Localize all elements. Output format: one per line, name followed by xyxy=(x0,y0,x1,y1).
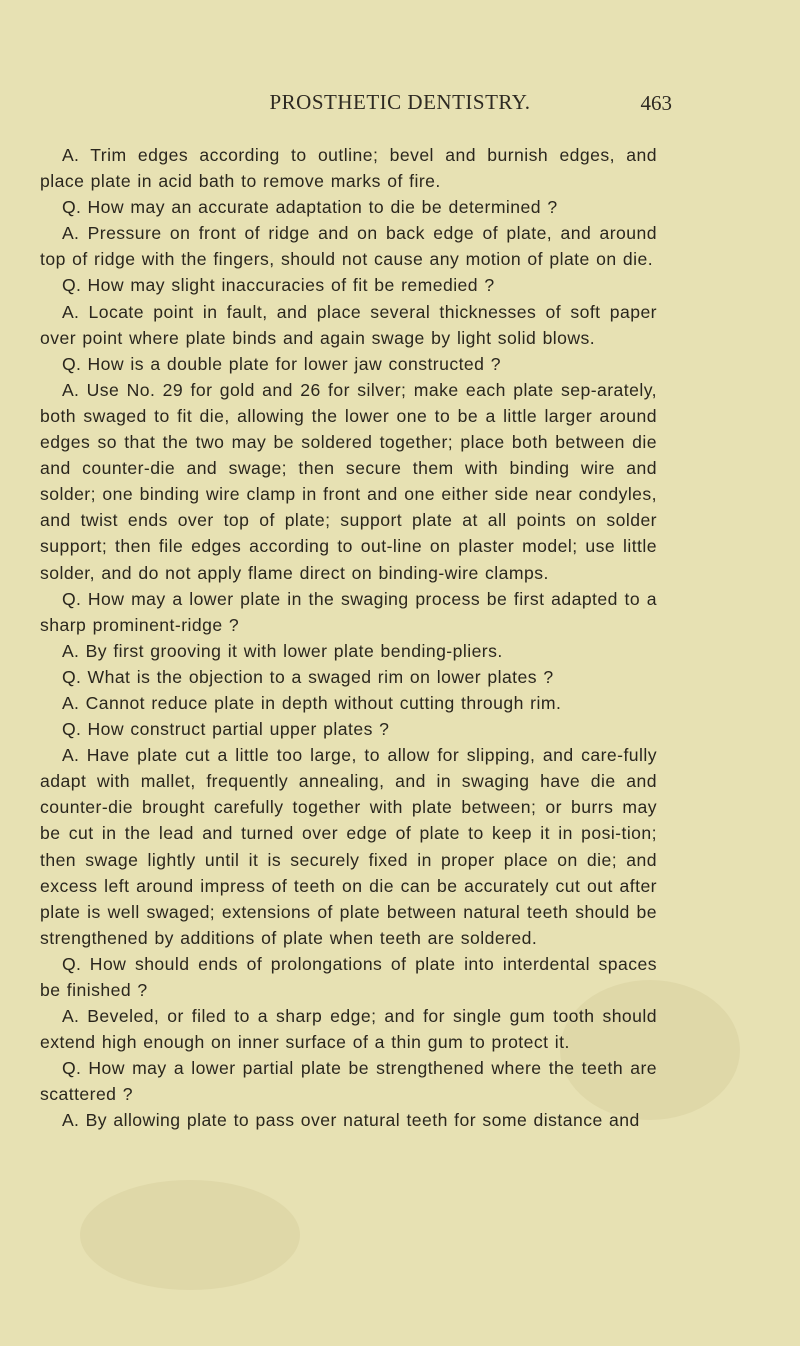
answer-label: A. xyxy=(62,223,80,244)
question-label: Q. xyxy=(62,719,82,740)
answer-text: Locate point in fault, and place several thicknesses of soft paper over point where plate binds and again swage by light solid blows. xyxy=(40,301,657,348)
answer-text: Pressure on front of ridge and on back edge of plate, and around top of ridge with the fingers, should not cause any motion of plate on die. xyxy=(40,223,657,270)
qa-answer-paragraph xyxy=(40,1003,657,1055)
qa-answer-paragraph xyxy=(40,220,657,272)
question-label: Q. xyxy=(62,588,82,609)
qa-answer-paragraph xyxy=(40,742,657,951)
answer-label: A. xyxy=(62,692,80,713)
question-label: Q. xyxy=(62,666,82,687)
question-label: Q. xyxy=(62,275,82,296)
answer-label: A. xyxy=(62,301,80,322)
answer-text: Trim edges according to outline; bevel and burnish edges, and place plate in acid bath to remove marks of fire. xyxy=(40,145,657,192)
answer-label: A. xyxy=(62,1110,80,1131)
question-text: How may slight inaccuracies of fit be remedied ? xyxy=(87,275,495,296)
answer-text: Cannot reduce plate in depth without cutting through rim. xyxy=(85,692,562,713)
question-text: How may a lower partial plate be strengthened where the teeth are scattered ? xyxy=(40,1058,657,1105)
page-header xyxy=(0,90,800,124)
question-text: How should ends of prolongations of plate into interdental spaces be finished ? xyxy=(40,953,657,1000)
answer-text: Have plate cut a little too large, to allow for slipping, and care-fully adapt with mallet, frequently annealing, and in swaging have die and counter-die brought carefully together with plate between; or burrs may be cut in the lead and turned over edge of plate to keep it in posi-tion; then swage lightly until it is securely fixed in proper place on die; and excess left around impress of teeth on die can be accurately cut out after plate is well swaged; extensions of plate between natural teeth should be strengthened by additions of plate when teeth are soldered. xyxy=(40,745,657,948)
qa-answer-paragraph xyxy=(40,299,657,351)
qa-answer-paragraph xyxy=(40,377,657,586)
answer-text: By first grooving it with lower plate bending-pliers. xyxy=(85,640,503,661)
question-label: Q. xyxy=(62,197,82,218)
question-text: What is the objection to a swaged rim on lower plates ? xyxy=(87,666,554,687)
page-number: 463 xyxy=(640,91,672,115)
question-text: How may an accurate adaptation to die be determined ? xyxy=(87,197,558,218)
qa-question-paragraph xyxy=(40,716,657,742)
answer-label: A. xyxy=(62,145,80,165)
answer-text: By allowing plate to pass over natural teeth for some distance and xyxy=(85,1110,640,1131)
qa-body xyxy=(40,142,657,1134)
qa-question-paragraph xyxy=(40,194,657,220)
question-text: How may a lower plate in the swaging process be first adapted to a sharp prominent-ridge ? xyxy=(40,588,657,635)
qa-answer-paragraph xyxy=(40,690,657,716)
qa-question-paragraph xyxy=(40,351,657,377)
qa-answer-paragraph xyxy=(40,638,657,664)
answer-text: Beveled, or filed to a sharp edge; and for single gum tooth should extend high enough on inner surface of a thin gum to protect it. xyxy=(40,1006,657,1053)
question-label: Q. xyxy=(62,1058,82,1079)
answer-label: A. xyxy=(62,640,80,661)
question-text: How construct partial upper plates ? xyxy=(87,719,390,740)
question-text: How is a double plate for lower jaw constructed ? xyxy=(87,353,501,374)
qa-question-paragraph xyxy=(40,586,657,638)
qa-question-paragraph xyxy=(40,951,657,1003)
answer-text: Use No. 29 for gold and 26 for silver; make each plate sep-arately, both swaged to fit die, allowing the lower one to be a little larger around edges so that the two may be soldered together; place both between die and counter-die and swage; then secure them with binding wire and solder; one binding wire clamp in front and one either side near condyles, and twist ends over top of plate; support plate at all points on solder support; then file edges according to out-line on plaster model; use little solder, and do not apply flame direct on binding-wire clamps. xyxy=(40,379,657,583)
qa-answer-paragraph xyxy=(40,142,657,194)
qa-question-paragraph xyxy=(40,664,657,690)
question-label: Q. xyxy=(62,953,82,974)
question-label: Q. xyxy=(62,353,82,374)
paper-stain xyxy=(80,1180,300,1290)
running-title: PROSTHETIC DENTISTRY. xyxy=(269,90,531,114)
qa-question-paragraph xyxy=(40,1055,657,1107)
answer-label: A. xyxy=(62,379,80,400)
answer-label: A. xyxy=(62,1006,80,1027)
qa-answer-paragraph xyxy=(40,1107,657,1133)
answer-label: A. xyxy=(62,745,80,766)
qa-question-paragraph xyxy=(40,272,657,298)
